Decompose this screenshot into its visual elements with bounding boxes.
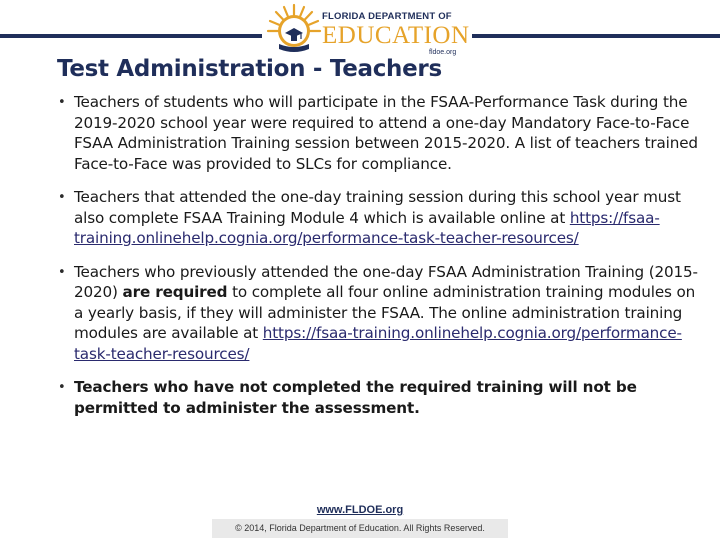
bullet-item: [58, 187, 698, 249]
bullet-text: [74, 262, 698, 365]
logo-education-wordmark: EDUCATION: [322, 22, 470, 49]
bullet-dot-icon: •: [58, 264, 66, 280]
bullet-item: [58, 262, 698, 365]
bullet-text-bold: Teachers who have not completed the required training will not be permitted to administer the assessment.: [74, 378, 637, 417]
fldoe-footer-link[interactable]: www.FLDOE.org: [316, 504, 404, 516]
bullet-dot-icon: •: [58, 380, 66, 395]
bullet-text-part: to complete all four online administration training modules on a yearly basis, if they will administer the FSAA. The online administration training modules are available at: [74, 283, 696, 342]
slide-title: Test Administration - Teachers: [57, 56, 442, 82]
fldoe-logo[interactable]: [266, 2, 470, 60]
bullet-text: Teachers of students who will participate in the FSAA-Performance Task during the 2019-2020 school year were required to attend a one-day Mandatory Face-to-Face FSAA Administration Training session between 2015-2020. A list of teachers trained Face-to-Face was provided to SLCs for compliance.: [74, 93, 698, 173]
bullet-list: [58, 92, 698, 431]
logo-url: fldoe.org: [429, 49, 457, 56]
bullet-item: [58, 92, 698, 174]
header-rule-right: [472, 34, 720, 38]
training-resources-link[interactable]: https://fsaa-training.onlinehelp.cognia.org/performance-task-teacher-resources/: [74, 324, 682, 363]
bullet-text-part: Teachers that attended the one-day training session during this school year must also complete FSAA Training Module 4 which is available online at: [74, 188, 681, 227]
bullet-item: [58, 377, 698, 418]
bullet-dot-icon: •: [58, 95, 66, 110]
sun-emblem-icon: [266, 2, 322, 60]
bullet-dot-icon: •: [58, 190, 66, 205]
footer-copyright: © 2014, Florida Department of Education. All Rights Reserved.: [235, 523, 485, 533]
bullet-text: [74, 187, 698, 249]
bullet-text-part: Teachers who previously attended the one-day FSAA Administration Training (2015-2020): [74, 262, 698, 301]
training-resources-link[interactable]: https://fsaa-training.onlinehelp.cognia.org/performance-task-teacher-resources/: [74, 208, 660, 247]
header-rule-left: [0, 34, 262, 38]
logo-org-line: FLORIDA DEPARTMENT OF: [322, 11, 452, 22]
bullet-emphasis: are required: [122, 283, 228, 301]
